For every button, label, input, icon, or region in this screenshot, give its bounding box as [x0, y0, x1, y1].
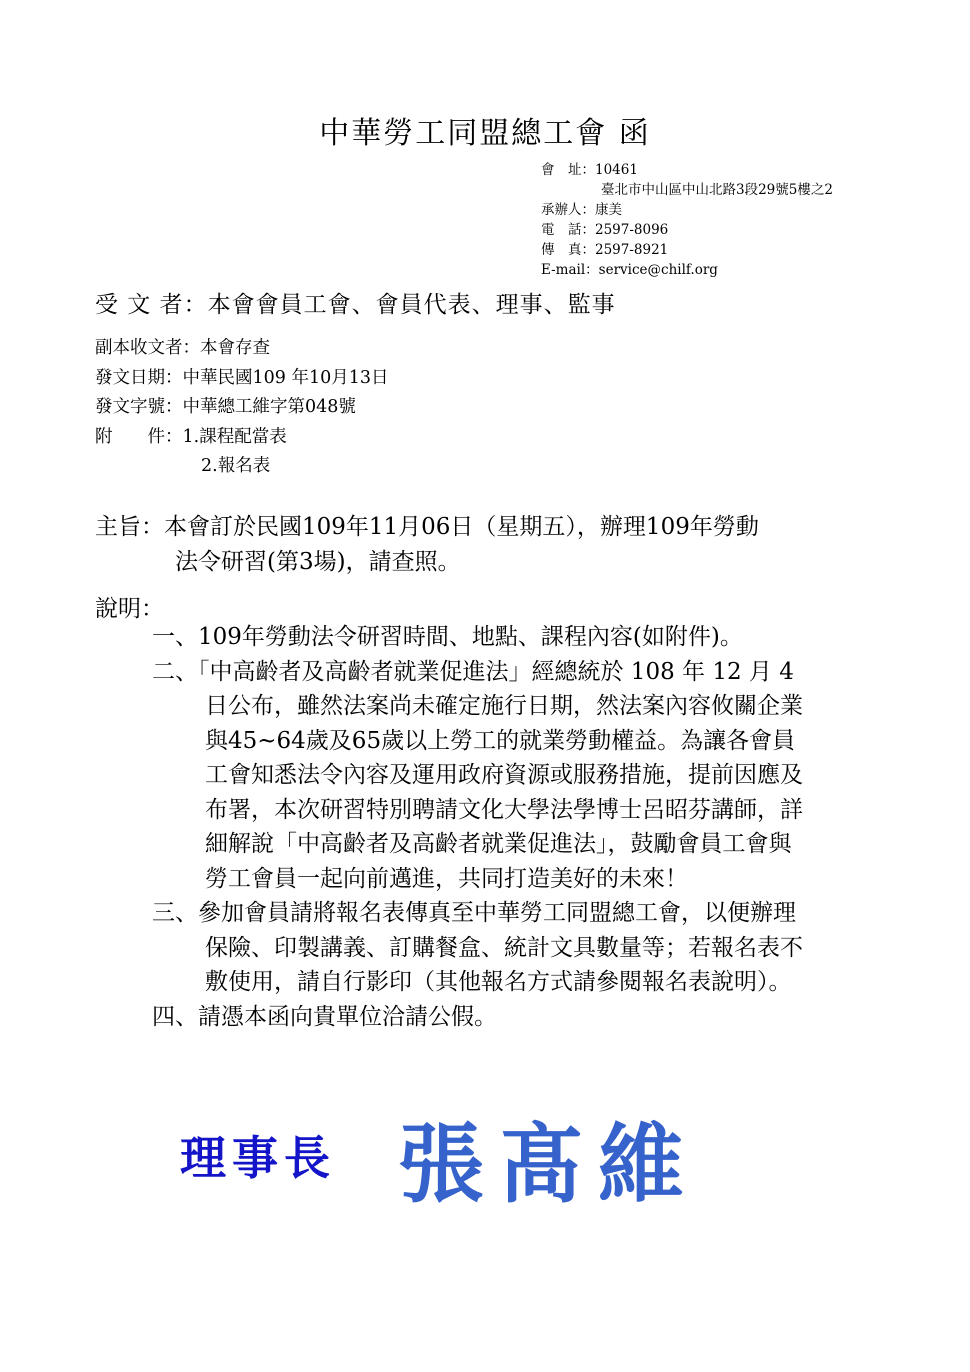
- email-label: E-mail：: [541, 262, 599, 278]
- number-value: 中華總工維字第048號: [182, 397, 356, 417]
- contact-address-row: [541, 160, 833, 180]
- subject-text: 本會訂於民國109年11月06日（星期五），辦理109年勞動: [164, 514, 759, 540]
- handler-label: 承辦人：: [541, 202, 595, 218]
- number-label: 發文字號：: [95, 397, 183, 417]
- explanation-list: [152, 620, 803, 1034]
- cc-value: 本會存查: [200, 338, 270, 358]
- email-address: service@chilf.org: [598, 262, 718, 278]
- explanation-text: 保險、印製講義、訂購餐盒、統計文具數量等；若報名表不: [205, 934, 803, 961]
- handler-name: 康美: [595, 202, 622, 218]
- date-row: [95, 364, 389, 394]
- subject-line: [95, 510, 885, 545]
- attachment-item: 2.報名表: [201, 456, 271, 476]
- document-meta: [95, 334, 389, 482]
- explanation-item-2: 二、「中高齡者及高齡者就業促進法」經總統於 108 年 12 月 4: [152, 658, 794, 685]
- explanation-item-1: 一、109年勞動法令研習時間、地點、課程內容(如附件)。: [152, 624, 743, 650]
- explanation-text: 敷使用，請自行影印（其他報名方式請參閱報名表說明）。: [205, 969, 792, 995]
- cc-row: [95, 334, 389, 364]
- explanation-label: 說明：: [95, 596, 164, 622]
- signature-title: 理事長: [180, 1131, 336, 1185]
- explanation-text: 細解說「中高齡者及高齡者就業促進法」，鼓勵會員工會與: [205, 831, 792, 857]
- attachment-label: 附 件：: [95, 426, 183, 447]
- contact-address-line: 臺北市中山區中山北路3段29號5樓之2: [601, 182, 833, 198]
- explanation-text: 勞工會員一起向前邁進，共同打造美好的未來！: [205, 865, 688, 892]
- fax-number: 2597-8921: [595, 242, 669, 258]
- recipient-label: 受 文 者：: [95, 292, 208, 318]
- document-title: 中華勞工同盟總工會 函: [319, 116, 651, 151]
- fax-label: 傳 真：: [541, 242, 595, 258]
- attachment-item: 1.課程配當表: [182, 426, 287, 447]
- number-row: [95, 393, 389, 423]
- explanation-text: 布署，本次研習特別聘請文化大學法學博士呂昭芬講師，詳: [205, 796, 803, 823]
- phone-label: 電 話：: [541, 222, 595, 238]
- explanation-text: 工會知悉法令內容及運用政府資源或服務措施，提前因應及: [205, 762, 803, 788]
- recipient-line: [95, 286, 616, 319]
- explanation-text: 日公布，雖然法案尚未確定施行日期，然法案內容攸關企業: [205, 693, 803, 719]
- contact-handler-row: [541, 200, 833, 220]
- signature-name: 張髙維: [398, 1114, 698, 1215]
- address-label: 會 址：: [541, 162, 595, 178]
- recipient-value: 本會會員工會、會員代表、理事、監事: [207, 292, 616, 318]
- contact-block: [541, 160, 833, 280]
- postal-code: 10461: [595, 162, 638, 178]
- subject-block: [95, 510, 885, 580]
- contact-email-row: [541, 260, 833, 280]
- contact-fax-row: [541, 240, 833, 260]
- attachment-row: [95, 423, 389, 453]
- explanation-item-4: 四、請憑本函向貴單位洽請公假。: [152, 1003, 497, 1030]
- subject-label: 主旨：: [95, 514, 164, 540]
- date-value: 中華民國109 年10月13日: [182, 367, 389, 388]
- cc-label: 副本收文者：: [95, 338, 200, 358]
- explanation-text: 與45~64歲及65歲以上勞工的就業勞動權益。為讓各會員: [205, 727, 796, 754]
- explanation-item-3: 三、參加會員請將報名表傳真至中華勞工同盟總工會，以便辦理: [152, 900, 796, 926]
- subject-text: 法令研習(第3場)，請查照。: [175, 549, 461, 575]
- date-label: 發文日期：: [95, 367, 183, 388]
- phone-number: 2597-8096: [595, 222, 669, 238]
- contact-phone-row: [541, 220, 833, 240]
